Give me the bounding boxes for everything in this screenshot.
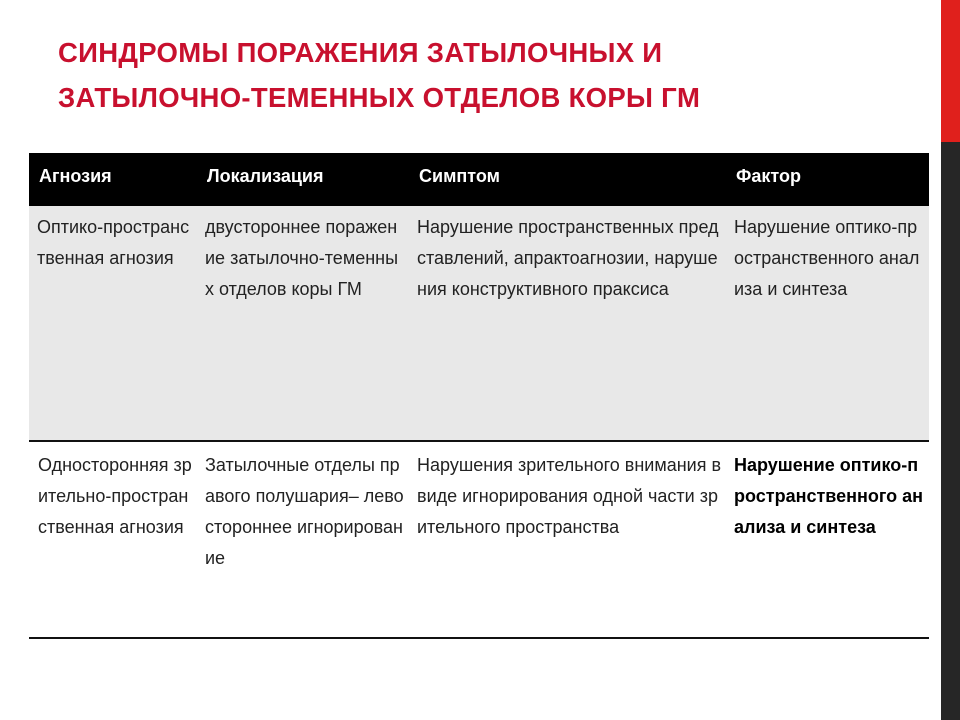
cell-symptom: Нарушения зрительного внимания в виде игнорирования одной части зрительного пространства bbox=[409, 441, 726, 638]
cell-localization: двустороннее поражение затылочно-теменных отделов коры ГМ bbox=[197, 206, 409, 441]
table-header-row bbox=[29, 153, 929, 206]
table-row bbox=[29, 441, 929, 638]
table-row bbox=[29, 206, 929, 441]
agnosia-table bbox=[29, 153, 929, 639]
header-symptom: Симптом bbox=[409, 153, 726, 206]
header-factor: Фактор bbox=[726, 153, 929, 206]
cell-symptom: Нарушение пространственных представлений, апрактоагнозии, нарушения конструктивного праксиса bbox=[409, 206, 726, 441]
header-localization: Локализация bbox=[197, 153, 409, 206]
cell-factor: Нарушение оптико-пространственного анализа и синтеза bbox=[726, 206, 929, 441]
slide-accent-bar-red bbox=[941, 0, 960, 142]
slide-title-line-1: СИНДРОМЫ ПОРАЖЕНИЯ ЗАТЫЛОЧНЫХ И bbox=[58, 37, 663, 68]
cell-agnosia: Односторонняя зрительно-пространственная агнозия bbox=[29, 441, 197, 638]
slide-title bbox=[58, 30, 918, 120]
cell-agnosia: Оптико-пространственная агнозия bbox=[29, 206, 197, 441]
cell-localization: Затылочные отделы правого полушария– левостороннее игнорирование bbox=[197, 441, 409, 638]
slide-title-line-2: ЗАТЫЛОЧНО-ТЕМЕННЫХ ОТДЕЛОВ КОРЫ ГМ bbox=[58, 82, 701, 113]
cell-factor: Нарушение оптико-пространственного анализа и синтеза bbox=[726, 441, 929, 638]
header-agnosia: Агнозия bbox=[29, 153, 197, 206]
